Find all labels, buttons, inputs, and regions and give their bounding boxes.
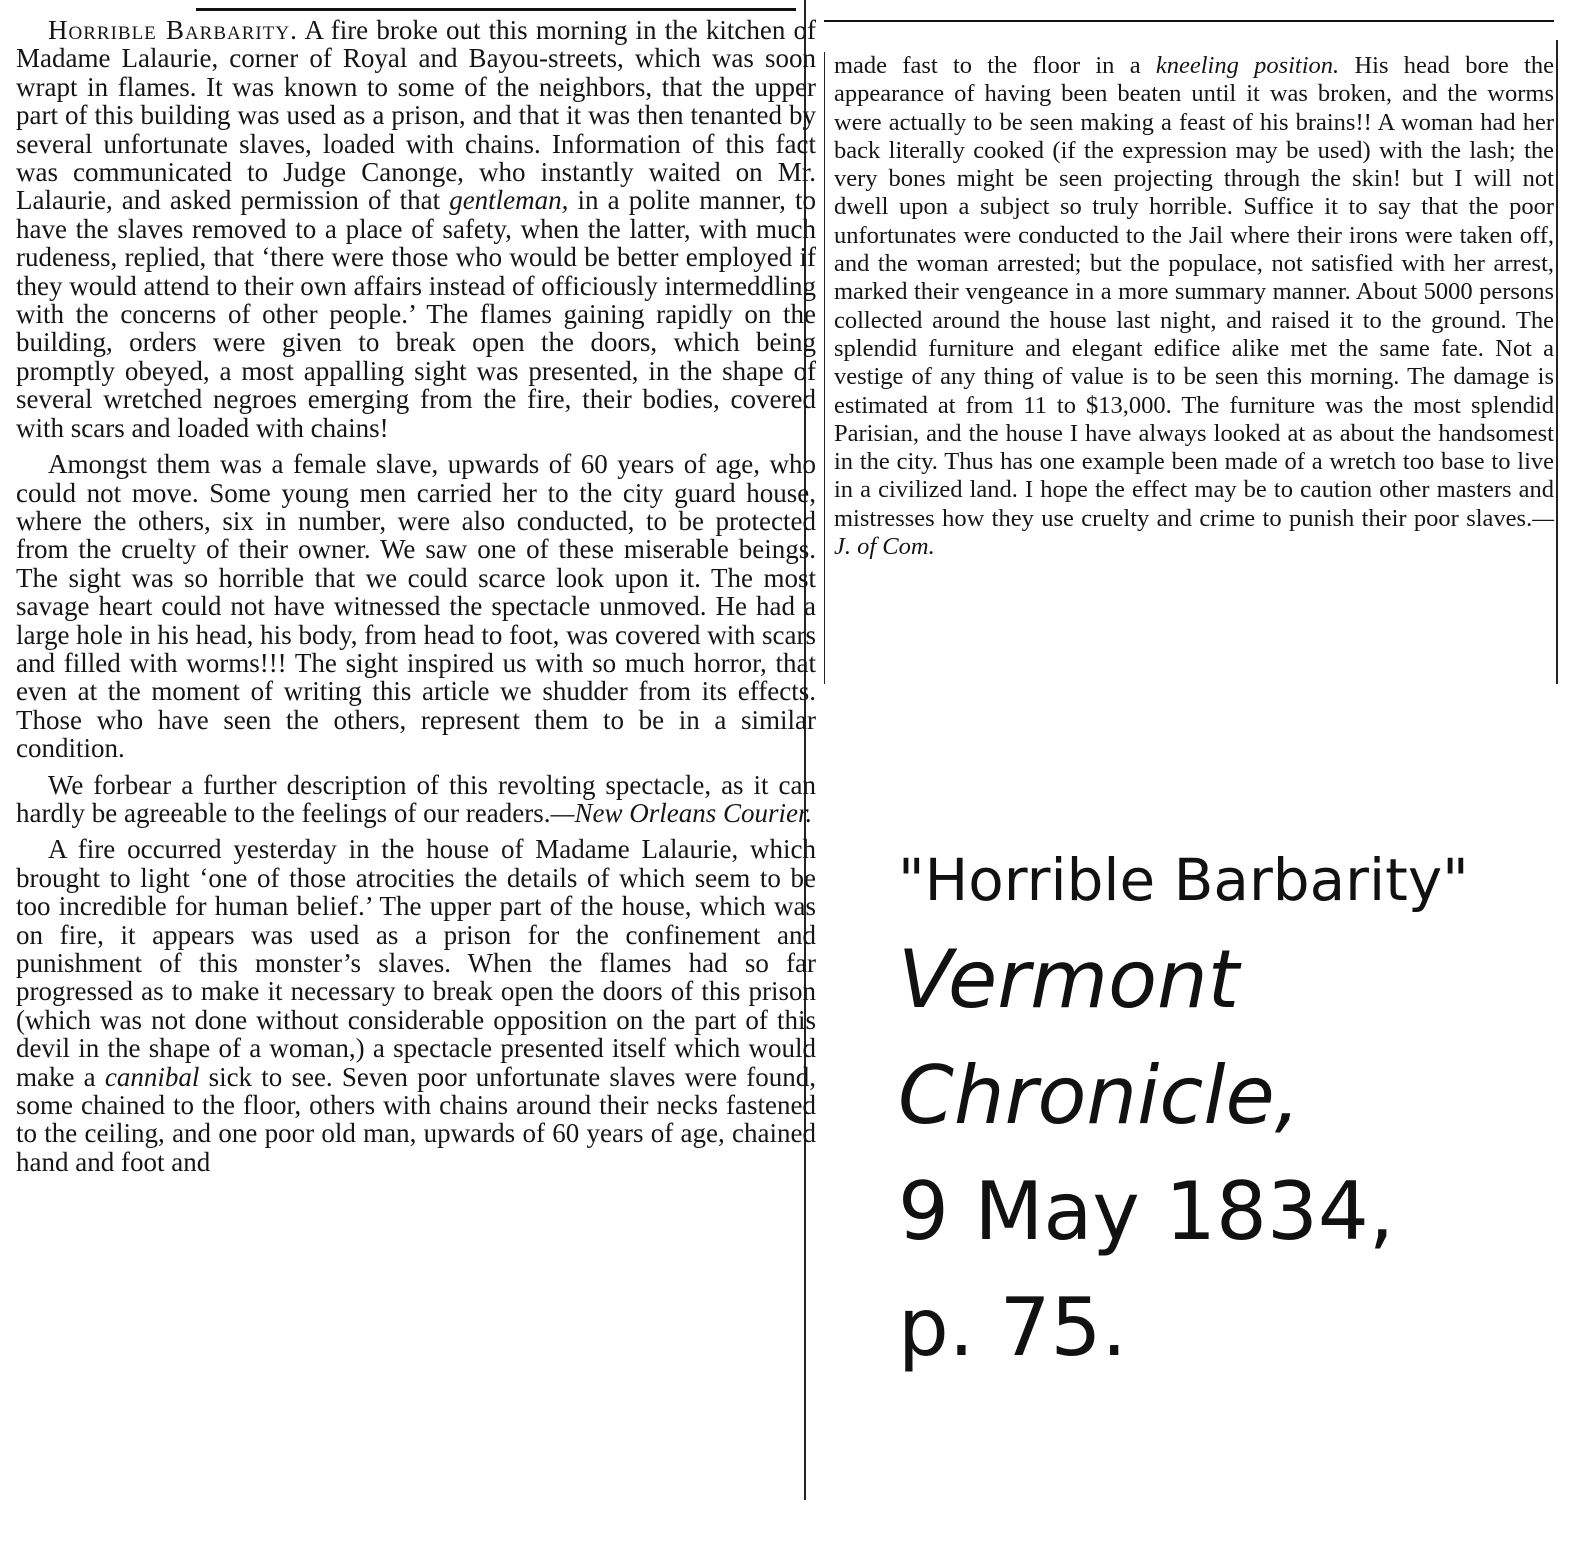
source-attribution: —J. of Com. xyxy=(834,504,1554,561)
article-paragraph-4 xyxy=(16,835,816,1176)
caption-page: p. 75. xyxy=(898,1281,1127,1374)
paragraph-italic: cannibal xyxy=(104,1061,200,1092)
paragraph-text: in a polite manner, to have the slaves removed to a place of safety, when the latter, with much rudeness, replied, that ‘there were those who would be better employed if they would attend to their own affairs instead of officiously intermeddling with the concerns of other people.’ The flames gaining rapidly on the building, orders were given to break open the doors, which being promptly obeyed, a most appalling sight was presented, in the shape of several wretched negroes emerging from the fire, their bodies, covered with scars and loaded with chains! xyxy=(16,185,816,443)
source-attribution: —New Orleans Courier. xyxy=(550,797,813,828)
article-paragraph-3 xyxy=(16,771,816,828)
column-top-rule-right xyxy=(824,20,1554,22)
paragraph-text: A fire occurred yesterday in the house of Madame Lalaurie, which brought to light ‘one of those atrocities the details of which seem to be too incredible for human belief.’ The upper part of the house, which was on fire, it appears was used as a prison for the confinement and punishment of this monster’s slaves. When the flames had so far progressed as to make it necessary to break open the doors of this prison (which was not done without considerable opposition on the part of this devil in the shape of a woman,) a spectacle presented itself which would make a xyxy=(16,834,816,1092)
caption-date: 9 May 1834, xyxy=(898,1165,1395,1258)
paragraph-text: We forbear a further description of this revolting spectacle, as it can hardly be agreeable to the feelings of our readers. xyxy=(16,769,816,828)
paragraph-text: A fire broke out this morning in the kitchen of Madame Lalaurie, corner of Royal and Bayou-streets, which was soon wrapt in flames. It was known to some of the neighbors, that the upper part of this building was used as a prison, and that it was then tenanted by several unfortunate slaves, loaded with chains. Information of this fact was communicated to Judge Canonge, who instantly waited on Mr. Lalaurie, and asked permission of that xyxy=(16,15,816,216)
right-column-right-border xyxy=(1556,40,1558,684)
column-top-rule xyxy=(196,8,796,11)
paragraph-text: His head bore the appearance of having been beaten until it was broken, and the worms were actually to be seen making a feast of his brains!! A woman had her back literally cooked (if the expression may be used) with the lash; the very bones might be seen projecting through the skin! but I will not dwell upon a subject so truly horrible. Suffice it to say that the poor unfortunates were conducted to the Jail where their irons were taken off, and the woman arrested; but the populace, not satisfied with her arrest, marked their vengeance in a more summary manner. About 5000 persons collected around the house last night, and raised it to the ground. The splendid furniture and elegant edifice alike met the same fate. Not a vestige of any thing of value is to be seen this morning. The damage is estimated at from 11 to $13,000. The furniture was the most splendid Parisian, and the house I have always looked at as about the handsomest in the city. Thus has one example been made of a wretch too base to live in a civilized land. I hope the effect may be to caution other masters and mistresses how they use cruelty and crime to punish their poor slaves. xyxy=(834,52,1554,532)
article-right-column xyxy=(834,52,1554,561)
article-left-column xyxy=(16,16,816,1176)
caption-publication: Vermont xyxy=(898,933,1240,1026)
right-column-left-border xyxy=(824,52,825,684)
article-paragraph-2: Amongst them was a female slave, upwards of 60 years of age, who could not move. Some young men carried her to the city guard house, where the others, six in number, were also conducted, to be protected from the cruelty of their owner. We saw one of these miserable beings. The sight was so horrible that we could scarce look upon it. The most savage heart could not have witnessed the spectacle unmoved. He had a large hole in his head, his body, from head to foot, was covered with scars and filled with worms!!! The sight inspired us with so much horror, that even at the moment of writing this article we shudder from its effects. Those who have seen the others, represent them to be in a similar condition. xyxy=(16,449,816,764)
paragraph-italic: kneeling position. xyxy=(1155,52,1340,79)
paragraph-text: made fast to the floor in a xyxy=(834,52,1141,79)
article-paragraph-1 xyxy=(16,16,816,442)
article-continuation xyxy=(834,52,1554,561)
caption-publication-cont: Chronicle, xyxy=(898,1049,1301,1142)
article-headline: Horrible Barbarity. xyxy=(48,15,298,45)
citation-caption xyxy=(898,838,1578,1386)
paragraph-italic: gentleman, xyxy=(449,185,569,216)
paragraph-text: sick to see. Seven poor unfortunate slaves were found, some chained to the floor, others with chains around their necks fastened to the ceiling, and one poor old man, upwards of 60 years of age, chained hand and foot and xyxy=(16,1061,816,1177)
caption-title: "Horrible Barbarity" xyxy=(898,846,1469,914)
